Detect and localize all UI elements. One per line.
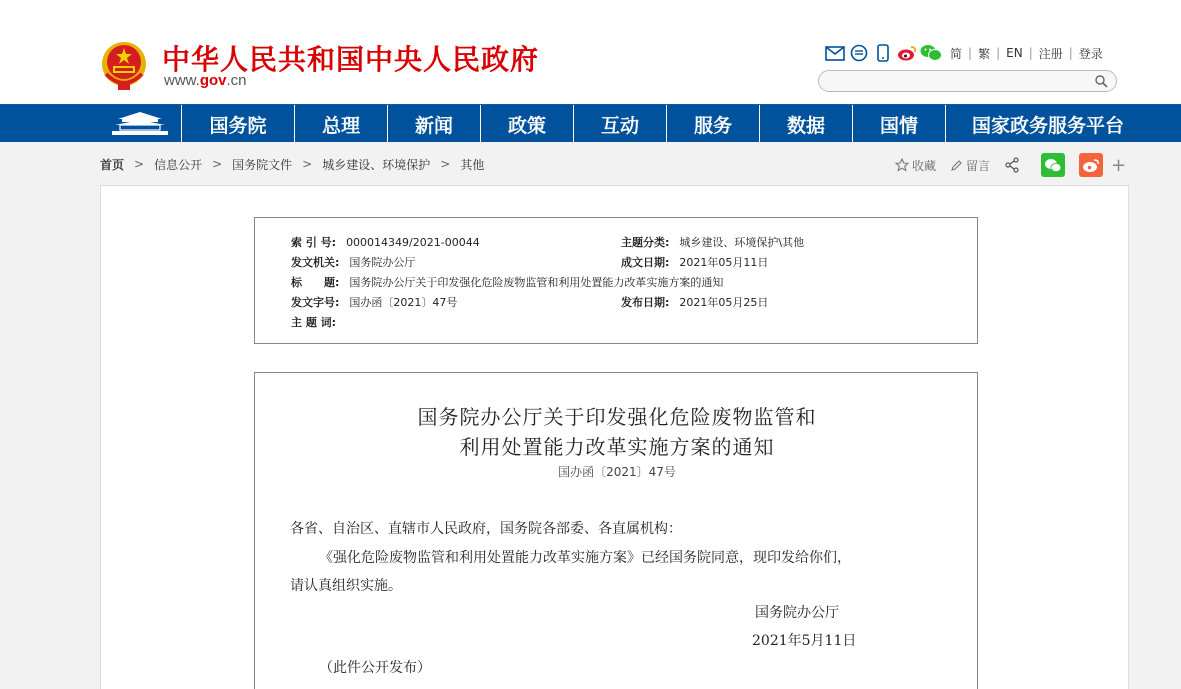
share-icon: [1004, 157, 1020, 173]
body-paragraph-line-2: 请认真组织实施。: [290, 578, 402, 594]
meta-index: [291, 234, 480, 250]
meta-value: 2021年05月11日: [679, 256, 769, 269]
mail-icon[interactable]: [824, 43, 846, 63]
url-suffix: .cn: [226, 72, 247, 89]
pencil-icon: [950, 159, 963, 172]
register-link[interactable]: 注册: [1038, 46, 1063, 61]
signature: 国务院办公厅: [755, 605, 839, 621]
site-header: [0, 0, 1181, 104]
meta-doc-number: [291, 294, 457, 310]
chevron-right-icon: >: [440, 157, 451, 171]
favorite-button[interactable]: [895, 157, 936, 174]
meta-value: 000014349/2021-00044: [346, 236, 480, 249]
breadcrumb-info-disclosure[interactable]: 信息公开: [154, 157, 203, 172]
nav-item-gov-service-platform[interactable]: 国家政务服务平台: [945, 105, 1181, 143]
favorite-label: 收藏: [912, 158, 937, 173]
wechat-icon: [1044, 158, 1062, 173]
meta-key: 主 题 词:: [291, 316, 337, 329]
nav-item-services[interactable]: 服务: [666, 105, 759, 143]
main-content: [100, 185, 1129, 689]
meta-value: 2021年05月25日: [679, 296, 769, 309]
document-number: 国办函〔2021〕47号: [558, 465, 676, 479]
chevron-right-icon: >: [302, 157, 313, 171]
chat-bubble-icon[interactable]: [848, 43, 870, 63]
login-link[interactable]: 登录: [1078, 46, 1103, 61]
meta-value: 国务院办公厅: [349, 256, 416, 269]
meta-key: 发文机关:: [291, 256, 340, 269]
body-paragraph-line-1: 《强化危险废物监管和利用处置能力改革实施方案》已经国务院同意，现印发给你们，: [319, 550, 851, 566]
comment-button[interactable]: [950, 157, 990, 174]
lang-simplified-link[interactable]: 简: [950, 46, 963, 61]
nav-item-news[interactable]: 新闻: [387, 105, 480, 143]
lang-traditional-link[interactable]: 繁: [978, 46, 991, 61]
divider: |: [1028, 46, 1033, 60]
meta-value: 国办函〔2021〕47号: [349, 296, 458, 309]
meta-key: 发文字号:: [291, 296, 340, 309]
share-button[interactable]: [1004, 157, 1023, 173]
meta-created-date: [621, 254, 768, 270]
language-links: [950, 45, 1103, 62]
nav-item-premier[interactable]: 总理: [294, 105, 387, 143]
meta-publish-date: [621, 294, 768, 310]
site-url[interactable]: [164, 72, 247, 89]
breadcrumb-urban-env[interactable]: 城乡建设、环境保护: [322, 157, 431, 172]
chevron-right-icon: >: [212, 157, 223, 171]
publish-note: （此件公开发布）: [319, 660, 431, 676]
nav-item-policy[interactable]: 政策: [480, 105, 573, 143]
meta-value: 国务院办公厅关于印发强化危险废物监管和利用处置能力改革实施方案的通知: [349, 276, 724, 289]
breadcrumb-other[interactable]: 其他: [460, 157, 485, 172]
share-weibo-button[interactable]: [1079, 153, 1103, 177]
star-icon: [895, 158, 909, 172]
sign-date: 2021年5月11日: [752, 633, 857, 649]
breadcrumb-home[interactable]: 首页: [100, 157, 125, 172]
weibo-icon: [1082, 158, 1100, 173]
meta-issuer: [291, 254, 415, 270]
meta-topic: [621, 234, 804, 250]
meta-key: 标 题:: [291, 276, 340, 289]
breadcrumb: [100, 155, 484, 173]
meta-keywords: [291, 314, 346, 330]
more-share-button[interactable]: +: [1111, 154, 1127, 176]
wechat-icon[interactable]: [920, 43, 942, 63]
nav-item-interaction[interactable]: 互动: [573, 105, 666, 143]
document-metadata: [254, 217, 978, 344]
weibo-icon[interactable]: [896, 43, 918, 63]
url-highlight: gov: [199, 72, 227, 89]
mobile-icon[interactable]: [872, 43, 894, 63]
divider: |: [968, 46, 973, 60]
meta-title: [291, 274, 723, 290]
meta-key: 主题分类:: [621, 236, 670, 249]
nav-item-state-council[interactable]: 国务院: [181, 105, 294, 143]
national-emblem-icon[interactable]: [100, 40, 148, 92]
meta-key: 索 引 号:: [291, 236, 337, 249]
header-tools: [824, 43, 1103, 63]
document-body: [254, 372, 978, 689]
url-prefix: www.: [164, 72, 200, 89]
tiananmen-icon: [110, 111, 170, 137]
nav-item-data[interactable]: 数据: [759, 105, 852, 143]
divider: |: [996, 46, 1001, 60]
divider: |: [1068, 46, 1073, 60]
chevron-right-icon: >: [134, 157, 145, 171]
main-nav: [0, 104, 1181, 142]
share-wechat-button[interactable]: [1041, 153, 1065, 177]
search-box: [818, 70, 1117, 92]
salutation: 各省、自治区、直辖市人民政府，国务院各部委、各直属机构：: [290, 521, 682, 537]
comment-label: 留言: [966, 158, 991, 173]
nav-item-national-info[interactable]: 国情: [852, 105, 945, 143]
document-title-line-1: 国务院办公厅关于印发强化危险废物监管和: [417, 405, 817, 429]
lang-english-link[interactable]: EN: [1006, 46, 1023, 60]
page-actions: [895, 152, 1126, 178]
site-title[interactable]: 中华人民共和国中央人民政府: [162, 43, 540, 76]
meta-value: 城乡建设、环境保护\其他: [679, 236, 805, 249]
meta-key: 成文日期:: [621, 256, 670, 269]
breadcrumb-state-council-docs[interactable]: 国务院文件: [232, 157, 293, 172]
search-input[interactable]: [829, 72, 1099, 92]
nav-home[interactable]: [100, 105, 180, 143]
document-title-line-2: 利用处置能力改革实施方案的通知: [459, 435, 775, 459]
search-icon[interactable]: [1094, 74, 1108, 88]
meta-key: 发布日期:: [621, 296, 670, 309]
